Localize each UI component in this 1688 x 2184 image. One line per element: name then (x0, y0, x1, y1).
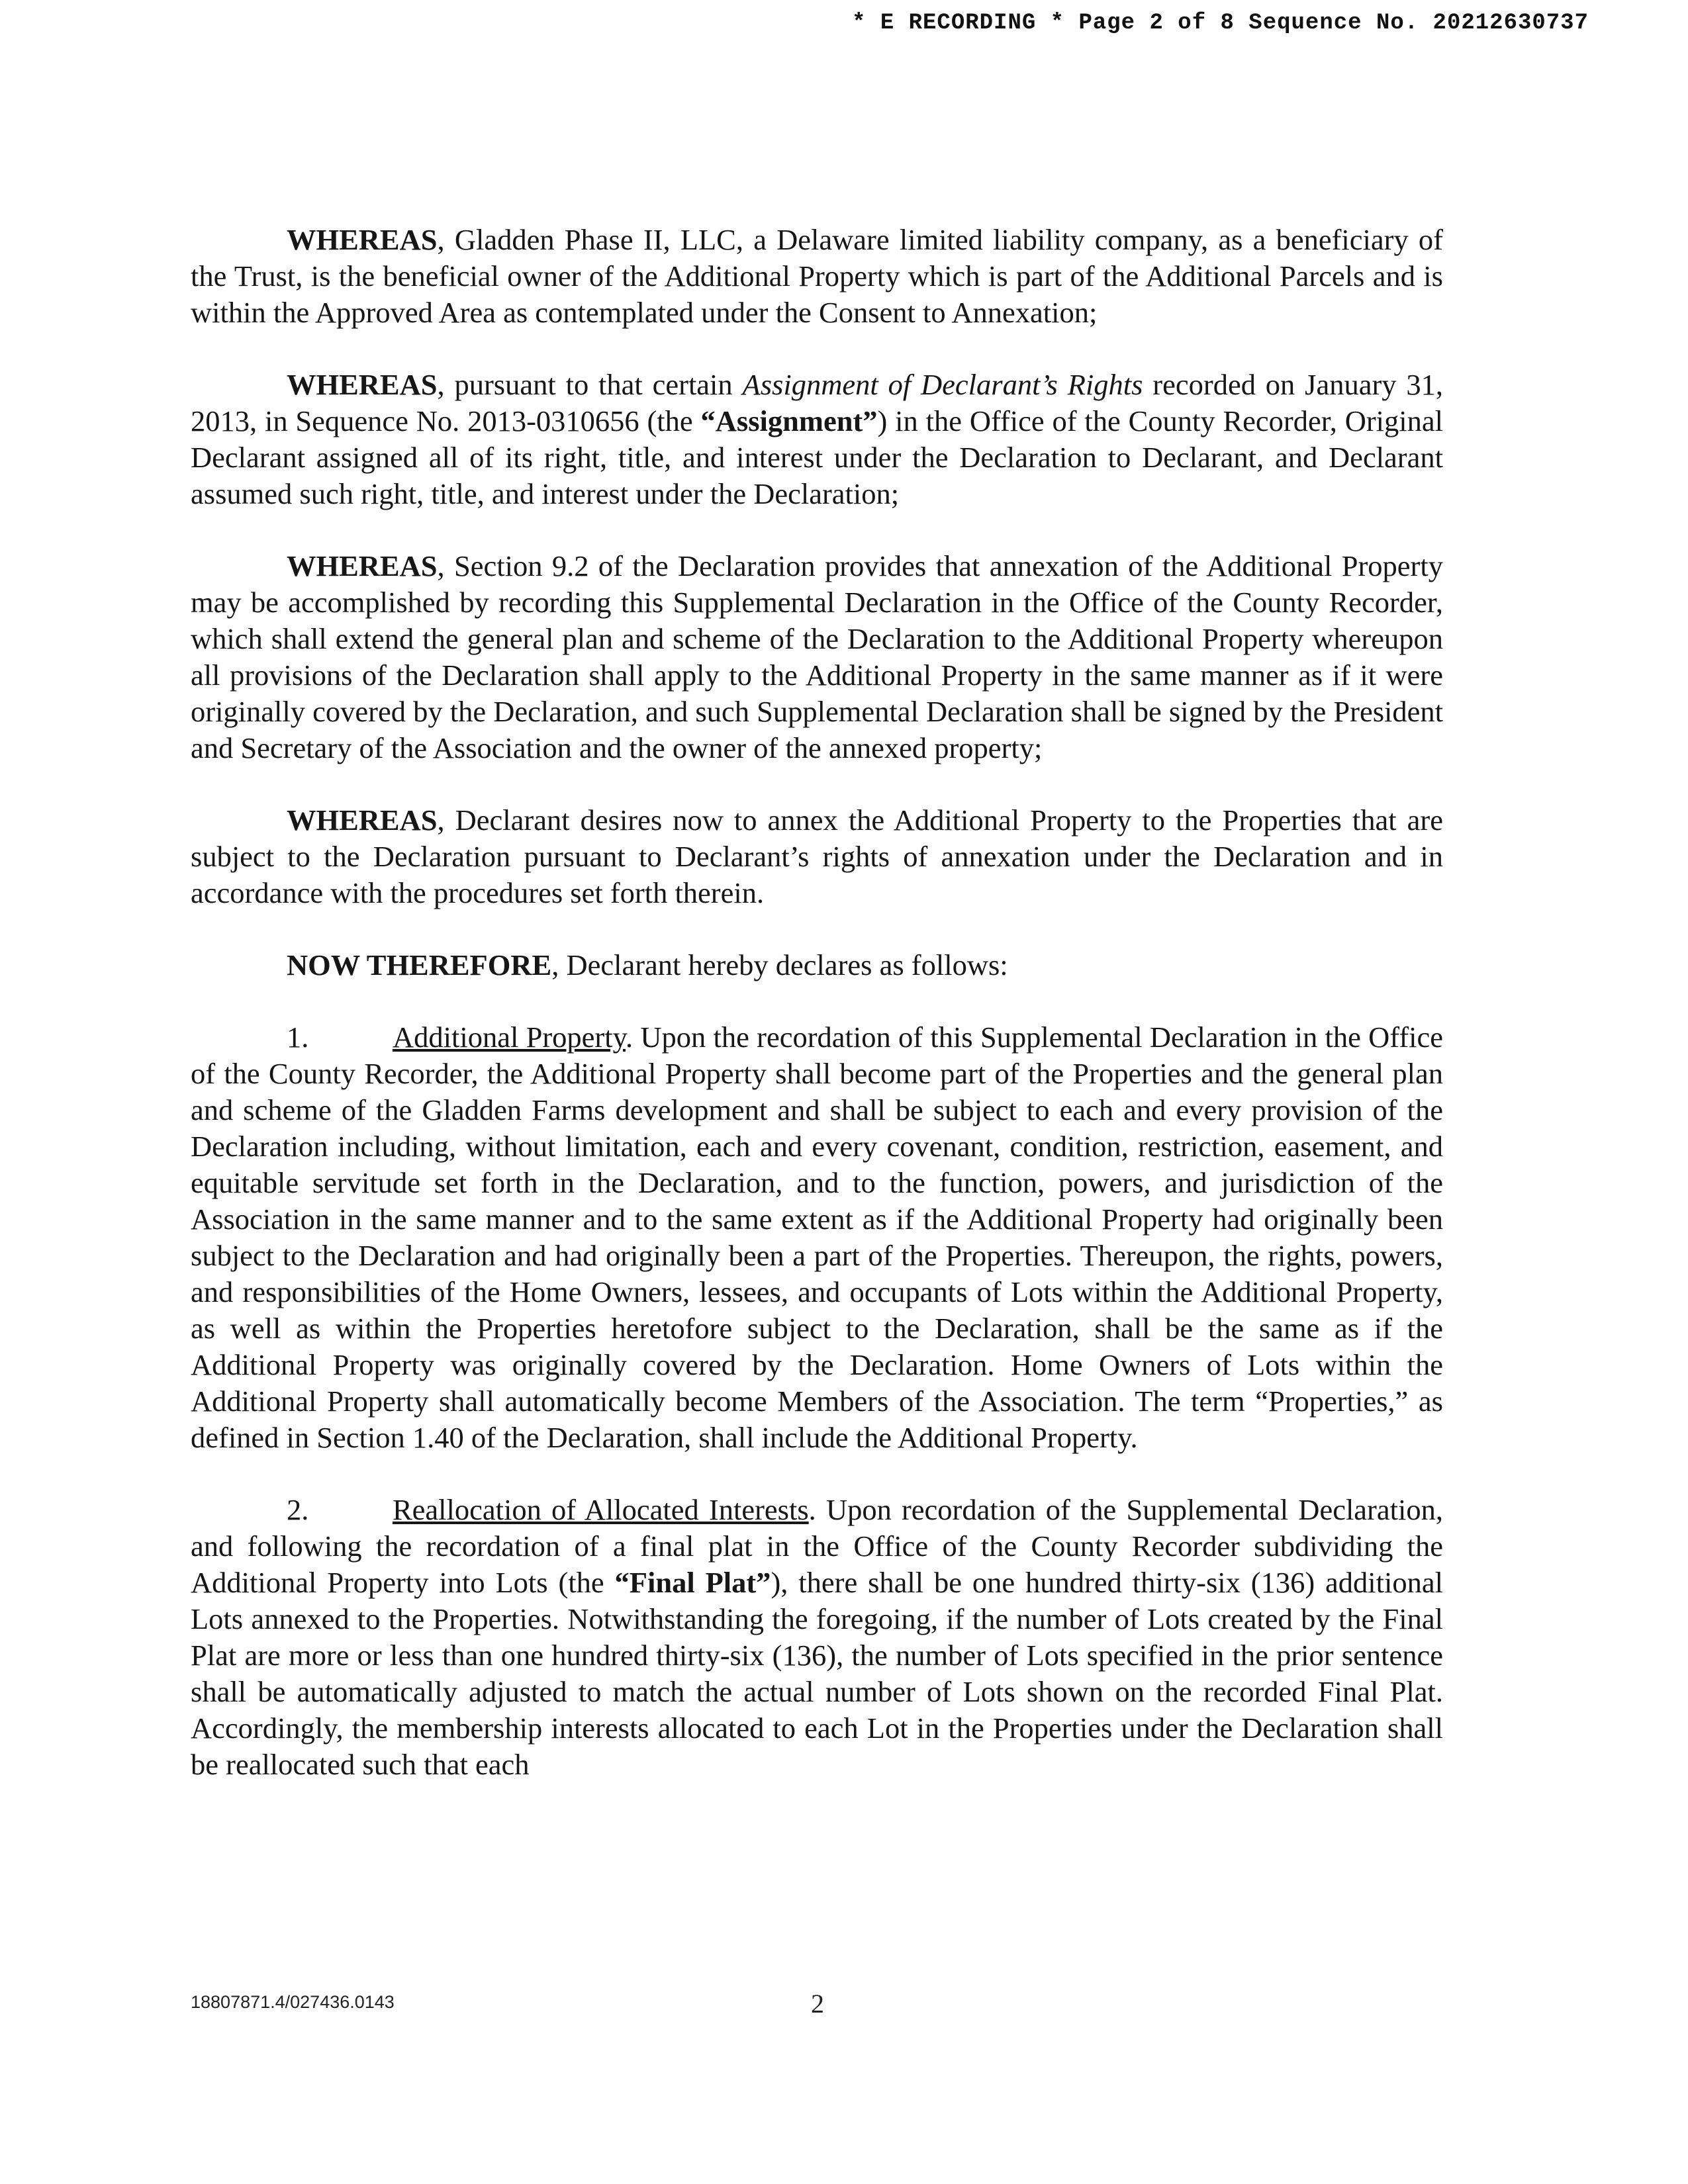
defined-term: “Assignment” (700, 404, 878, 437)
section-paragraph (191, 1492, 1443, 1783)
recital-text: recorded on January 31, 2013, in Sequence No. 2013-0310656 (the (191, 368, 1444, 437)
section-number: 1. (287, 1021, 309, 1054)
section-text: . Upon the recordation of this Supplemental Declaration in the Office of the County Recorder, the Additional Property shall become part of the Properties and the general plan and scheme of the Gladden Farms development and shall be subject to each and every provision of the Declaration including, without limitation, each and every covenant, condition, restriction, easement, and equitable servitude set forth in the Declaration, and to the function, powers, and jurisdiction of the Association in the same manner and to the same extent as if the Additional Property had originally been subject to the Declaration and had originally been a part of the Properties. Thereupon, the rights, powers, and responsibilities of the Home Owners, lessees, and occupants of Lots within the Additional Property, as well as within the Properties heretofore subject to the Declaration, shall be the same as if the Additional Property was originally covered by the Declaration. Home Owners of Lots within the Additional Property shall automatically become Members of the Association. The term “Properties,” as defined in Section 1.40 of the Declaration, shall include the Additional Property. (191, 1021, 1443, 1454)
section-text: ), there shall be one hundred thirty-six (136) additional Lots annexed to the Properties. Notwithstanding the foregoing, if the number of Lots created by the Final Plat are more or less than one hundred thirty-six (136), the number of Lots specified in the prior sentence shall be automatically adjusted to match the actual number of Lots shown on the recorded Final Plat. Accordingly, the membership interests allocated to each Lot in the Properties under the Declaration shall be reallocated such that each (191, 1566, 1443, 1781)
recital-paragraph (191, 222, 1443, 331)
recital-text: , pursuant to that certain (437, 368, 743, 401)
recital-text: , Gladden Phase II, LLC, a Delaware limited liability company, as a beneficiary of the Trust, is the beneficial owner of the Additional Property which is part of the Additional Parcels and is within the Approved Area as contemplated under the Consent to Annexation; (191, 223, 1443, 329)
recital-lead: WHEREAS (287, 223, 438, 256)
section-heading: Reallocation of Allocated Interests (393, 1493, 809, 1526)
document-body (191, 222, 1443, 1819)
section-number: 2. (287, 1493, 309, 1526)
document-id: 18807871.4/027436.0143 (191, 1992, 395, 2012)
recording-stamp: * E RECORDING * Page 2 of 8 Sequence No. 20212630737 (852, 11, 1589, 36)
section-heading: Additional Property (393, 1021, 626, 1054)
recital-lead: WHEREAS (287, 803, 438, 837)
recital-text: , Section 9.2 of the Declaration provides that annexation of the Additional Property may be accomplished by recording this Supplemental Declaration in the Office of the County Recorder, which shall extend the general plan and scheme of the Declaration to the Additional Property whereupon all provisions of the Declaration shall apply to the Additional Property in the same manner as if it were originally covered by the Declaration, and such Supplemental Declaration shall be signed by the President and Secretary of the Association and the owner of the annexed property; (191, 549, 1443, 764)
section-paragraph (191, 1019, 1443, 1456)
page-number: 2 (811, 1989, 824, 2019)
recital-text: ) in the Office of the County Recorder, Original Declarant assigned all of its right, title, and interest under the Declaration to Declarant, and Declarant assumed such right, title, and interest under the Declaration; (191, 404, 1443, 510)
operative-lead: NOW THEREFORE (287, 948, 552, 981)
recital-paragraph (191, 548, 1443, 766)
operative-clause (191, 947, 1443, 983)
section-text: . Upon recordation of the Supplemental Declaration, and following the recordation of a final plat in the Office of the County Recorder subdividing the Additional Property into Lots (the (191, 1493, 1443, 1599)
operative-text: , Declarant hereby declares as follows: (551, 948, 1008, 981)
recital-paragraph (191, 802, 1443, 911)
recital-lead: WHEREAS (287, 368, 438, 401)
recital-lead: WHEREAS (287, 549, 438, 582)
instrument-title: Assignment of Declarant’s Rights (742, 368, 1143, 401)
defined-term: “Final Plat” (614, 1566, 771, 1599)
recital-paragraph (191, 367, 1443, 512)
recital-text: , Declarant desires now to annex the Additional Property to the Properties that are subject to the Declaration pursuant to Declarant’s rights of annexation under the Declaration and in accordance with the procedures set forth therein. (191, 803, 1443, 909)
